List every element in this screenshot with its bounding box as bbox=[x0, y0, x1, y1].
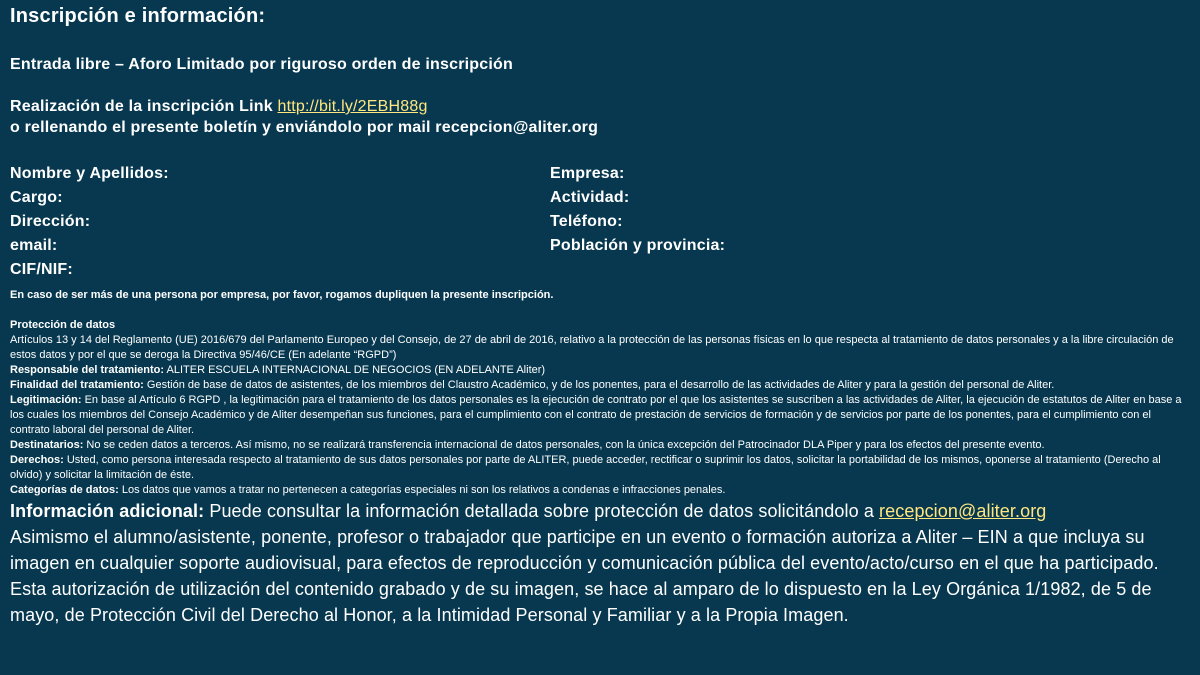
registration-alt-line: o rellenando el presente boletín y enviándolo por mail recepcion@aliter.org bbox=[10, 119, 599, 136]
additional-info-section bbox=[10, 498, 1190, 628]
additional-info-line bbox=[10, 498, 1190, 524]
field-cargo: Cargo: bbox=[10, 189, 63, 206]
responsable-label: Responsable del tratamiento: bbox=[10, 364, 165, 376]
registration-link[interactable]: http://bit.ly/2EBH88g bbox=[277, 98, 428, 115]
destinatarios-label: Destinatarios: bbox=[10, 439, 84, 451]
field-cif: CIF/NIF: bbox=[10, 261, 73, 278]
privacy-articles: Artículos 13 y 14 del Reglamento (UE) 2016/679 del Parlamento Europeo y del Consejo, de 27 de abril de 2016, relativo a la protección de las personas físicas en lo que respecta al tratamiento de datos personales y a la libre circulación de estos datos y por el que se deroga la Directiva 95/46/CE (En adelante “RGPD”) bbox=[10, 334, 1174, 361]
privacy-finalidad bbox=[10, 378, 1190, 393]
field-email: email: bbox=[10, 237, 58, 254]
field-poblacion: Población y provincia: bbox=[550, 237, 726, 254]
privacy-title: Protección de datos bbox=[10, 319, 116, 331]
contact-email-link[interactable]: recepcion@aliter.org bbox=[879, 501, 1047, 521]
legitimacion-text: En base al Artículo 6 RGPD , la legitimación para el tratamiento de los datos personales es la ejecución de contrato por el que los asistentes se suscriben a las actividades de Aliter, la ejecución de estatutos de Aliter en base a los cuales los miembros del Consejo Académico y de Aliter desempeñan sus funciones, para el cumplimiento con el contrato de prestación de servicios de formación y de servicios por parte de los ponentes, para el cumplimiento con el contrato laboral del personal de Aliter. bbox=[10, 394, 1182, 436]
privacy-section bbox=[10, 318, 1190, 498]
field-nombre: Nombre y Apellidos: bbox=[10, 165, 169, 182]
derechos-label: Derechos: bbox=[10, 454, 64, 466]
field-actividad: Actividad: bbox=[550, 189, 630, 206]
additional-info-text: Puede consultar la información detallada sobre protección de datos solicitándolo a bbox=[204, 501, 880, 521]
registration-form-fields bbox=[10, 162, 1190, 282]
responsable-text: ALITER ESCUELA INTERNACIONAL DE NEGOCIOS (EN ADELANTE Aliter) bbox=[164, 364, 546, 376]
finalidad-label: Finalidad del tratamiento: bbox=[10, 379, 144, 391]
derechos-text: Usted, como persona interesada respecto al tratamiento de sus datos personales por parte de ALITER, puede acceder, rectificar o suprimir los datos, solicitar la portabilidad de los mismos, oponerse al tratamiento (Derecho al olvido) y solicitar la limitación de éste. bbox=[10, 454, 1161, 481]
field-empty bbox=[550, 258, 1010, 282]
privacy-categorias bbox=[10, 483, 1190, 498]
privacy-legitimacion bbox=[10, 393, 1190, 438]
duplicate-note: En caso de ser más de una persona por empresa, por favor, rogamos dupliquen la presente inscripción. bbox=[10, 289, 554, 301]
destinatarios-text: No se ceden datos a terceros. Así mismo, no se realizará transferencia internacional de datos personales, con la única excepción del Patrocinador DLA Piper y para los efectos del presente evento. bbox=[83, 439, 1045, 451]
page-title: Inscripción e información: bbox=[10, 5, 266, 27]
free-entry-notice: Entrada libre – Aforo Limitado por riguroso orden de inscripción bbox=[10, 56, 513, 73]
categorias-label: Categorías de datos: bbox=[10, 484, 119, 496]
field-telefono: Teléfono: bbox=[550, 213, 623, 230]
registration-label: Realización de la inscripción Link bbox=[10, 98, 278, 115]
finalidad-text: Gestión de base de datos de asistentes, de los miembros del Claustro Académico, y de los ponentes, para el desarrollo de las actividades de Aliter y para la gestión del personal de Aliter. bbox=[143, 379, 1055, 391]
privacy-derechos bbox=[10, 453, 1190, 483]
field-empresa: Empresa: bbox=[550, 165, 625, 182]
privacy-responsable bbox=[10, 363, 1190, 378]
registration-line bbox=[10, 96, 1190, 117]
image-consent-text: Asimismo el alumno/asistente, ponente, profesor o trabajador que participe en un evento o formación autoriza a Aliter – EIN a que incluya su imagen en cualquier soporte audiovisual, para efectos de reproducción y comunicación pública del evento/acto/curso en el que ha participado. Esta autorización de utilización del contenido grabado y de su imagen, se hace al amparo de lo dispuesto en la Ley Orgánica 1/1982, de 5 de mayo, de Protección Civil del Derecho al Honor, a la Intimidad Personal y Familiar y a la Propia Imagen. bbox=[10, 527, 1159, 625]
field-direccion: Dirección: bbox=[10, 213, 91, 230]
categorias-text: Los datos que vamos a tratar no pertenecen a categorías especiales ni son los relativos a condenas e infracciones penales. bbox=[118, 484, 726, 496]
privacy-destinatarios bbox=[10, 438, 1190, 453]
legitimacion-label: Legitimación: bbox=[10, 394, 82, 406]
additional-info-label: Información adicional: bbox=[10, 501, 205, 521]
